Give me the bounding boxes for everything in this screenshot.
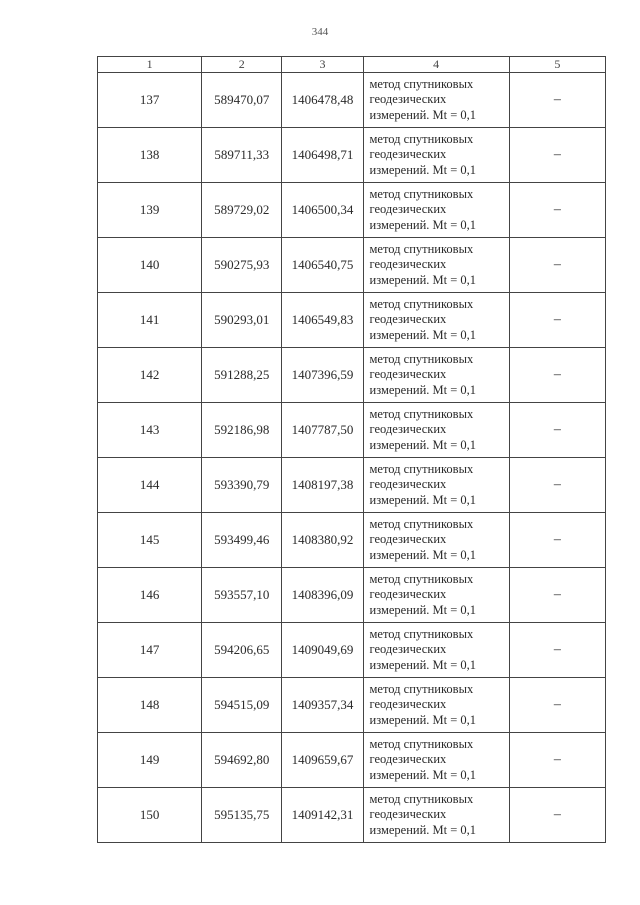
note-cell: –: [509, 678, 605, 733]
point-number-cell: 138: [98, 128, 202, 183]
method-cell: [363, 458, 509, 513]
method-line: измерений. Mt = 0,1: [369, 217, 477, 232]
method-line: геодезических: [369, 422, 447, 437]
y-coordinate-cell: 1407396,59: [282, 348, 363, 403]
method-cell: [363, 513, 509, 568]
method-cell: [363, 73, 509, 128]
method-line: геодезических: [369, 752, 447, 767]
method-line: геодезических: [369, 642, 447, 657]
note-cell: –: [509, 348, 605, 403]
method-cell: [363, 403, 509, 458]
method-cell: [363, 733, 509, 788]
method-cell: [363, 238, 509, 293]
note-cell: –: [509, 513, 605, 568]
table-row: [98, 513, 606, 568]
method-line: геодезических: [369, 92, 447, 107]
method-line: измерений. Mt = 0,1: [369, 602, 477, 617]
note-cell: –: [509, 568, 605, 623]
method-line: геодезических: [369, 147, 447, 162]
x-coordinate-cell: 592186,98: [202, 403, 282, 458]
x-coordinate-cell: 590275,93: [202, 238, 282, 293]
table-row: [98, 128, 606, 183]
method-line: измерений. Mt = 0,1: [369, 767, 477, 782]
method-cell: [363, 348, 509, 403]
method-line: метод спутниковых: [369, 351, 474, 366]
table-row: [98, 788, 606, 843]
point-number-cell: 150: [98, 788, 202, 843]
method-line: геодезических: [369, 587, 447, 602]
method-line: метод спутниковых: [369, 241, 474, 256]
method-cell: [363, 293, 509, 348]
x-coordinate-cell: 593390,79: [202, 458, 282, 513]
table-row: [98, 623, 606, 678]
x-coordinate-cell: 593557,10: [202, 568, 282, 623]
method-line: измерений. Mt = 0,1: [369, 107, 477, 122]
y-coordinate-cell: 1409049,69: [282, 623, 363, 678]
method-line: метод спутниковых: [369, 406, 474, 421]
method-line: метод спутниковых: [369, 186, 474, 201]
table-row: [98, 183, 606, 238]
note-cell: –: [509, 458, 605, 513]
y-coordinate-cell: 1406478,48: [282, 73, 363, 128]
method-line: метод спутниковых: [369, 461, 474, 476]
table-row: [98, 733, 606, 788]
method-line: измерений. Mt = 0,1: [369, 822, 477, 837]
coordinates-table: [97, 56, 606, 843]
x-coordinate-cell: 589711,33: [202, 128, 282, 183]
method-line: метод спутниковых: [369, 516, 474, 531]
note-cell: –: [509, 788, 605, 843]
table-row: [98, 403, 606, 458]
method-cell: [363, 128, 509, 183]
method-line: измерений. Mt = 0,1: [369, 437, 477, 452]
point-number-cell: 148: [98, 678, 202, 733]
y-coordinate-cell: 1406498,71: [282, 128, 363, 183]
y-coordinate-cell: 1406549,83: [282, 293, 363, 348]
note-cell: –: [509, 128, 605, 183]
table-row: [98, 678, 606, 733]
page-number: 344: [311, 26, 329, 38]
method-cell: [363, 678, 509, 733]
method-line: измерений. Mt = 0,1: [369, 162, 477, 177]
x-coordinate-cell: 594692,80: [202, 733, 282, 788]
note-cell: –: [509, 733, 605, 788]
table-row: [98, 73, 606, 128]
method-line: геодезических: [369, 532, 447, 547]
y-coordinate-cell: 1408197,38: [282, 458, 363, 513]
method-line: геодезических: [369, 257, 447, 272]
column-header-4: 4: [363, 57, 509, 73]
method-line: метод спутниковых: [369, 791, 474, 806]
table-header-row: [98, 57, 606, 73]
y-coordinate-cell: 1409142,31: [282, 788, 363, 843]
note-cell: –: [509, 623, 605, 678]
point-number-cell: 139: [98, 183, 202, 238]
method-line: геодезических: [369, 312, 447, 327]
y-coordinate-cell: 1409357,34: [282, 678, 363, 733]
x-coordinate-cell: 590293,01: [202, 293, 282, 348]
method-cell: [363, 623, 509, 678]
table-row: [98, 238, 606, 293]
point-number-cell: 145: [98, 513, 202, 568]
x-coordinate-cell: 591288,25: [202, 348, 282, 403]
table-row: [98, 293, 606, 348]
method-line: метод спутниковых: [369, 736, 474, 751]
method-line: измерений. Mt = 0,1: [369, 492, 477, 507]
method-line: метод спутниковых: [369, 626, 474, 641]
x-coordinate-cell: 589470,07: [202, 73, 282, 128]
note-cell: –: [509, 73, 605, 128]
method-line: геодезических: [369, 202, 447, 217]
method-line: измерений. Mt = 0,1: [369, 657, 477, 672]
table-row: [98, 568, 606, 623]
column-header-5: 5: [509, 57, 605, 73]
method-line: измерений. Mt = 0,1: [369, 272, 477, 287]
y-coordinate-cell: 1409659,67: [282, 733, 363, 788]
point-number-cell: 143: [98, 403, 202, 458]
method-line: измерений. Mt = 0,1: [369, 712, 477, 727]
method-line: метод спутниковых: [369, 131, 474, 146]
method-cell: [363, 568, 509, 623]
note-cell: –: [509, 403, 605, 458]
note-cell: –: [509, 183, 605, 238]
point-number-cell: 142: [98, 348, 202, 403]
point-number-cell: 137: [98, 73, 202, 128]
column-header-2: 2: [202, 57, 282, 73]
point-number-cell: 146: [98, 568, 202, 623]
method-line: метод спутниковых: [369, 681, 474, 696]
y-coordinate-cell: 1406540,75: [282, 238, 363, 293]
y-coordinate-cell: 1408380,92: [282, 513, 363, 568]
column-header-3: 3: [282, 57, 363, 73]
method-cell: [363, 788, 509, 843]
x-coordinate-cell: 593499,46: [202, 513, 282, 568]
method-line: геодезических: [369, 477, 447, 492]
point-number-cell: 144: [98, 458, 202, 513]
x-coordinate-cell: 594515,09: [202, 678, 282, 733]
method-line: измерений. Mt = 0,1: [369, 382, 477, 397]
y-coordinate-cell: 1406500,34: [282, 183, 363, 238]
method-line: измерений. Mt = 0,1: [369, 547, 477, 562]
x-coordinate-cell: 595135,75: [202, 788, 282, 843]
method-line: геодезических: [369, 807, 447, 822]
method-line: геодезических: [369, 697, 447, 712]
method-line: метод спутниковых: [369, 296, 474, 311]
x-coordinate-cell: 589729,02: [202, 183, 282, 238]
y-coordinate-cell: 1408396,09: [282, 568, 363, 623]
y-coordinate-cell: 1407787,50: [282, 403, 363, 458]
point-number-cell: 141: [98, 293, 202, 348]
method-cell: [363, 183, 509, 238]
note-cell: –: [509, 238, 605, 293]
x-coordinate-cell: 594206,65: [202, 623, 282, 678]
method-line: измерений. Mt = 0,1: [369, 327, 477, 342]
method-line: метод спутниковых: [369, 76, 474, 91]
table-row: [98, 458, 606, 513]
column-header-1: 1: [98, 57, 202, 73]
method-line: геодезических: [369, 367, 447, 382]
point-number-cell: 149: [98, 733, 202, 788]
point-number-cell: 147: [98, 623, 202, 678]
point-number-cell: 140: [98, 238, 202, 293]
method-line: метод спутниковых: [369, 571, 474, 586]
table-row: [98, 348, 606, 403]
note-cell: –: [509, 293, 605, 348]
